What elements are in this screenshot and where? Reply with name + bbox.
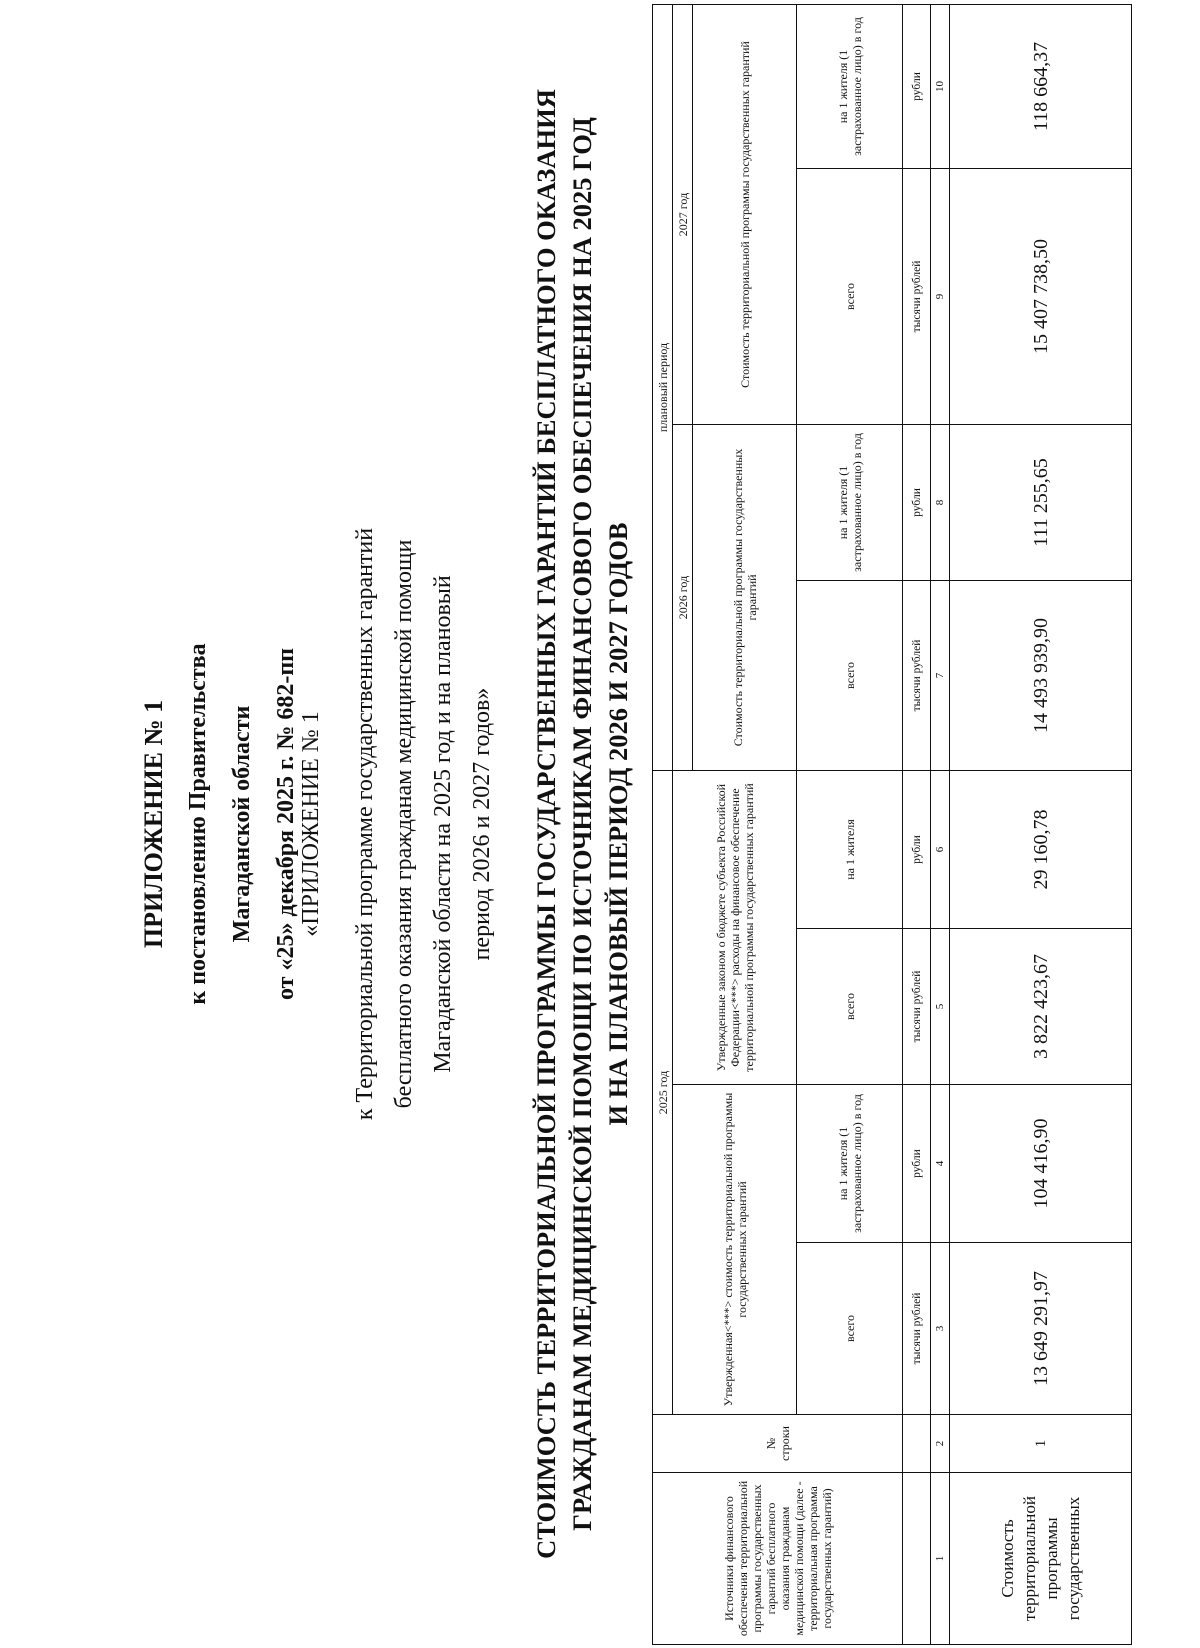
unit-thousand: тысячи рублей xyxy=(903,1243,931,1415)
value-cell: 104 416,90 xyxy=(950,1085,1132,1243)
column-number: 5 xyxy=(931,929,950,1085)
header-approved-budget: Утвержденные законом о бюджете субъекта Российской Федерации<***> расходы на финансовое обеспечение территориальной программы государственных гарантий xyxy=(673,770,797,1084)
sub-appendix-line: период 2026 и 2027 годов» xyxy=(469,687,495,961)
header-year-2026: 2026 год xyxy=(673,424,693,770)
header-cost-2027: Стоимость территориальной программы государственных гарантий xyxy=(693,4,797,424)
column-number: 7 xyxy=(931,580,950,770)
header-total: всего xyxy=(797,929,903,1085)
unit-thousand: тысячи рублей xyxy=(903,580,931,770)
header-per-insured: на 1 жителя (1 застрахованное лицо) в год xyxy=(797,1085,903,1243)
title-line: СТОИМОСТЬ ТЕРРИТОРИАЛЬНОЙ ПРОГРАММЫ ГОСУДАРСТВЕННЫХ ГАРАНТИЙ БЕСПЛАТНОГО ОКАЗАНИЯ xyxy=(531,89,561,1559)
table-row xyxy=(950,4,1132,1644)
header-approved-cost: Утвержденная<***> стоимость территориальной программы государственных гарантий xyxy=(673,1085,797,1415)
column-number: 6 xyxy=(931,770,950,928)
header-per-resident: на 1 жителя xyxy=(797,770,903,928)
region-line: Магаданской области xyxy=(229,705,255,943)
title-line: ГРАЖДАНАМ МЕДИЦИНСКОЙ ПОМОЩИ ПО ИСТОЧНИКАМ ФИНАНСОВОГО ОБЕСПЕЧЕНИЯ НА 2025 ГОД xyxy=(567,117,597,1531)
header-planned-period: плановый период xyxy=(653,4,673,770)
unit-rub: рубли xyxy=(903,770,931,928)
header-per-insured: на 1 жителя (1 застрахованное лицо) в год xyxy=(797,4,903,168)
sub-appendix-line: к Территориальной программе государственных гарантий xyxy=(352,527,378,1121)
decree-line: к постановлению Правительства xyxy=(185,643,211,1005)
sub-appendix-title: «ПРИЛОЖЕНИЕ № 1 xyxy=(298,711,324,937)
row-label: Стоимость территориальной программы государственных xyxy=(950,1473,1132,1645)
row-number: 1 xyxy=(950,1415,1132,1473)
document-title xyxy=(528,0,636,1648)
value-cell: 29 160,78 xyxy=(950,770,1132,928)
header-total: всего xyxy=(797,168,903,424)
unit-thousand: тысячи рублей xyxy=(903,929,931,1085)
value-cell: 3 822 423,67 xyxy=(950,929,1132,1085)
header-total: всего xyxy=(797,580,903,770)
header-total: всего xyxy=(797,1243,903,1415)
header-row-number: № строки xyxy=(653,1415,903,1473)
column-number: 10 xyxy=(931,4,950,168)
value-cell: 13 649 291,97 xyxy=(950,1243,1132,1415)
cost-table xyxy=(652,4,1132,1645)
column-number: 8 xyxy=(931,424,950,580)
column-number: 1 xyxy=(931,1473,950,1645)
header-year-2025: 2025 год xyxy=(653,770,673,1414)
unit-rub: рубли xyxy=(903,1085,931,1243)
title-line: И НА ПЛАНОВЫЙ ПЕРИОД 2026 И 2027 ГОДОВ xyxy=(603,522,633,1126)
column-number: 9 xyxy=(931,168,950,424)
unit-rub: рубли xyxy=(903,424,931,580)
appendix-number: ПРИЛОЖЕНИЕ № 1 xyxy=(139,699,168,949)
sub-appendix-line: Магаданской области на 2025 год и на плановый xyxy=(430,575,456,1073)
value-cell: 15 407 738,50 xyxy=(950,168,1132,424)
decree-date-line: от «25» декабря 2025 г. № 682-пп xyxy=(273,647,299,1001)
header-cost-2026: Стоимость территориальной программы государственных гарантий xyxy=(693,424,797,770)
column-number: 3 xyxy=(931,1243,950,1415)
value-cell: 111 255,65 xyxy=(950,424,1132,580)
value-cell: 14 493 939,90 xyxy=(950,580,1132,770)
sub-appendix-line: бесплатного оказания гражданам медицинской помощи xyxy=(391,539,417,1109)
unit-empty xyxy=(903,1473,931,1645)
sub-appendix-block xyxy=(292,300,502,1348)
header-per-insured: на 1 жителя (1 застрахованное лицо) в год xyxy=(797,424,903,580)
appendix-header xyxy=(132,0,308,1648)
unit-rub: рубли xyxy=(903,4,931,168)
header-source: Источники финансового обеспечения территориальной программы государственных гарантий бесплатного оказания гражданам медицинской помощи (далее - территориальная программа государственных гарантий) xyxy=(653,1473,903,1645)
column-number: 2 xyxy=(931,1415,950,1473)
column-number: 4 xyxy=(931,1085,950,1243)
value-cell: 118 664,37 xyxy=(950,4,1132,168)
unit-thousand: тысячи рублей xyxy=(903,168,931,424)
unit-empty xyxy=(903,1415,931,1473)
header-year-2027: 2027 год xyxy=(673,4,693,424)
